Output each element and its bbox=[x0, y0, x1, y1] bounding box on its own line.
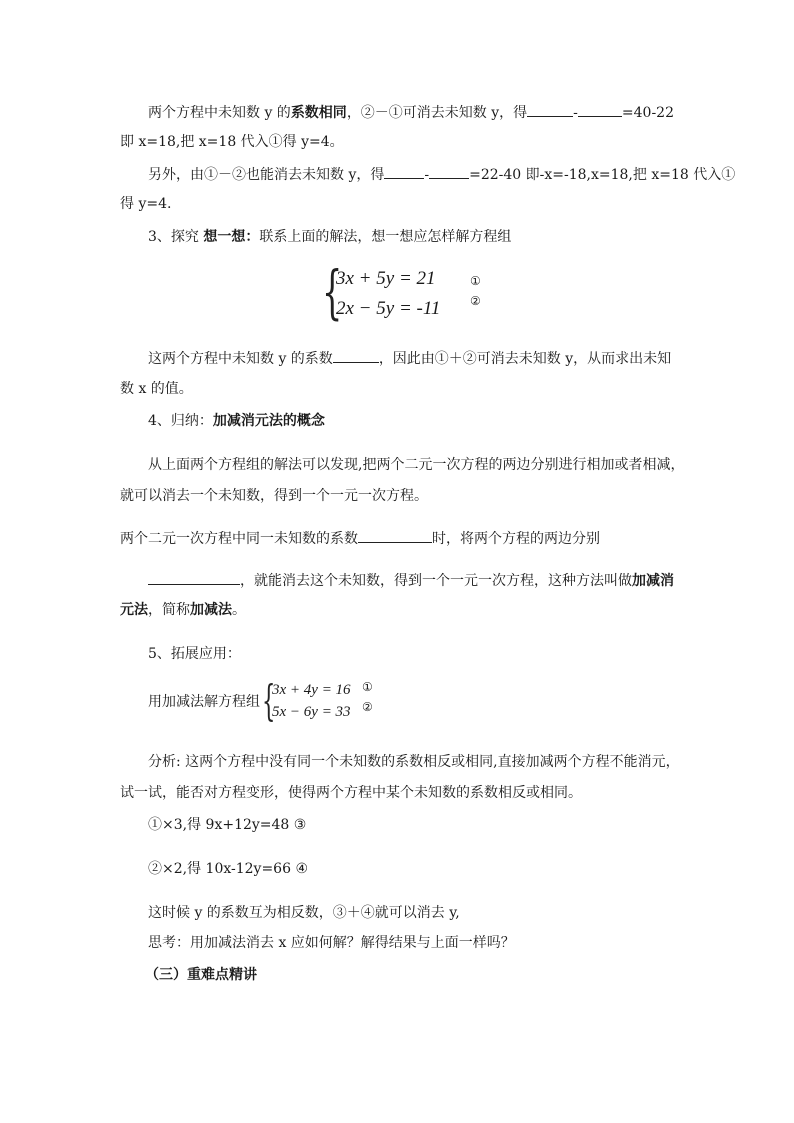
step-2: ②×2,得 10x-12y=66 ④ bbox=[148, 861, 309, 877]
step-1: ①×3,得 9x+12y=48 ③ bbox=[148, 817, 307, 833]
para-alternative bbox=[148, 164, 735, 185]
equation-1: 3x + 4y = 16 bbox=[272, 682, 351, 698]
para-coefficient-same bbox=[148, 102, 674, 123]
text: ，简称 bbox=[148, 602, 190, 618]
bold-text: 系数相同 bbox=[290, 105, 347, 121]
text: 两个方程中未知数 y 的 bbox=[148, 105, 291, 121]
marker-1: ① bbox=[362, 680, 373, 694]
bold-text: 加减消 bbox=[632, 573, 674, 589]
section-5-heading: 5、拓展应用： bbox=[148, 646, 241, 662]
section-heading: （三）重难点精讲 bbox=[145, 967, 257, 983]
text: 两个二元一次方程中同一未知数的系数 bbox=[120, 531, 358, 547]
section-3-heading bbox=[148, 227, 511, 247]
left-brace-icon: { bbox=[322, 258, 343, 326]
text: 这两个方程中未知数 y 的系数 bbox=[148, 351, 333, 367]
para-think: 思考：用加减法消去 x 应如何解？解得结果与上面一样吗？ bbox=[148, 935, 515, 951]
blank bbox=[384, 164, 424, 179]
blank bbox=[333, 348, 379, 363]
text: 时，将两个方程的两边分别 bbox=[432, 531, 600, 547]
blank bbox=[148, 570, 240, 585]
text: - bbox=[573, 105, 578, 121]
bold-text: 元法 bbox=[120, 602, 148, 618]
equation-system-2 bbox=[262, 676, 392, 726]
blank bbox=[358, 528, 432, 543]
text: 3、探究 bbox=[148, 229, 204, 245]
para-line: 就可以消去一个未知数，得到一个一元一次方程。 bbox=[120, 488, 428, 504]
text: ，因此由①＋②可消去未知数 y，从而求出未知 bbox=[378, 351, 672, 367]
text: 另外，由①－②也能消去未知数 y，得 bbox=[148, 167, 385, 183]
text: ，②－①可消去未知数 y，得 bbox=[346, 105, 528, 121]
para-summary: 从上面两个方程组的解法可以发现,把两个二元一次方程的两边分别进行相加或者相减， bbox=[148, 457, 685, 473]
bold-text: 想一想： bbox=[203, 229, 260, 245]
text: 4、归纳： bbox=[148, 413, 213, 429]
bold-text: 加减法 bbox=[190, 602, 232, 618]
marker-2: ② bbox=[470, 294, 481, 308]
equation-2: 5x − 6y = 33 bbox=[272, 704, 351, 720]
para-definition bbox=[120, 528, 600, 549]
text: =40-22 bbox=[621, 105, 674, 121]
para-line: 试一试，能否对方程变形，使得两个方程中某个未知数的系数相反或相同。 bbox=[120, 785, 582, 801]
blank bbox=[429, 164, 469, 179]
text: 。 bbox=[232, 602, 246, 618]
text: ，就能消去这个未知数，得到一个一元一次方程，这种方法叫做 bbox=[240, 573, 632, 589]
para-coefficient-opposite bbox=[148, 348, 671, 369]
left-brace-icon: { bbox=[262, 676, 276, 725]
equation-2: 2x − 5y = -11 bbox=[336, 298, 441, 319]
text: =22-40 即-x=-18,x=18,把 x=18 代入① bbox=[469, 167, 736, 183]
para-definition-cont bbox=[148, 570, 674, 591]
text: - bbox=[424, 167, 430, 183]
blank bbox=[527, 102, 573, 117]
para-line: 数 x 的值。 bbox=[120, 381, 193, 397]
equation-system-1 bbox=[322, 258, 502, 328]
para-opposite: 这时候 y 的系数互为相反数，③＋④就可以消去 y, bbox=[148, 905, 460, 921]
section-4-heading bbox=[148, 411, 325, 431]
para-line: 得 y=4. bbox=[120, 196, 172, 212]
marker-1: ① bbox=[470, 274, 481, 288]
text: 联系上面的解法，想一想应怎样解方程组 bbox=[259, 229, 512, 245]
marker-2: ② bbox=[362, 700, 373, 714]
para-line bbox=[120, 600, 246, 620]
para-analysis: 分析: 这两个方程中没有同一个未知数的系数相反或相同,直接加减两个方程不能消元， bbox=[148, 754, 680, 770]
para-line: 即 x=18,把 x=18 代入①得 y=4。 bbox=[120, 134, 344, 150]
equation-1: 3x + 5y = 21 bbox=[336, 268, 436, 289]
para-solve-prompt: 用加减法解方程组 bbox=[148, 694, 260, 710]
blank bbox=[578, 102, 622, 117]
bold-text: 加减消元法的概念 bbox=[212, 413, 325, 429]
